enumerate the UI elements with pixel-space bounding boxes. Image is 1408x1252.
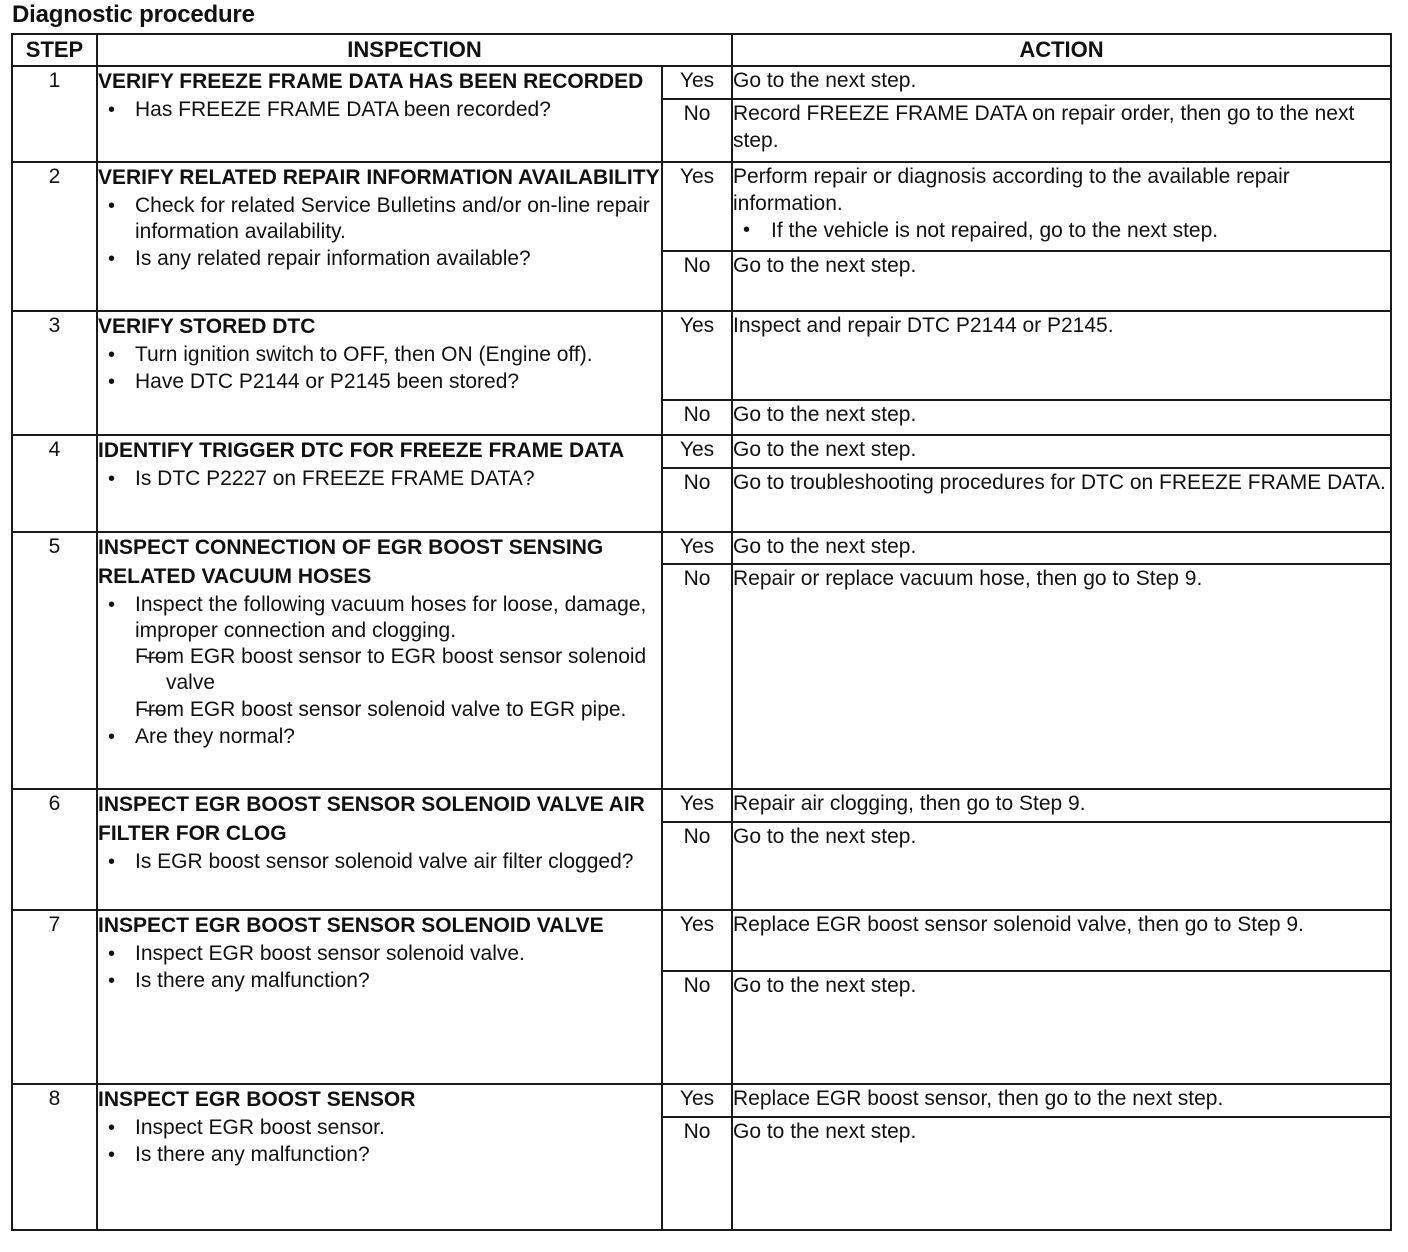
inspection-item-text: Is there any malfunction? xyxy=(135,969,370,992)
yes-action xyxy=(732,910,1391,971)
inspection-title: VERIFY STORED DTC xyxy=(98,315,316,338)
inspection-list xyxy=(98,97,661,123)
no-label: No xyxy=(662,971,732,1084)
inspection-list xyxy=(98,1115,661,1168)
inspection-title: INSPECT EGR BOOST SENSOR xyxy=(98,1088,416,1111)
no-action-text: Go to the next step. xyxy=(733,825,917,848)
inspection-list xyxy=(98,342,661,395)
yes-action xyxy=(732,435,1391,468)
inspection-title: INSPECT EGR BOOST SENSOR SOLENOID VALVE xyxy=(98,914,604,937)
yes-label: Yes xyxy=(662,789,732,822)
no-label: No xyxy=(662,822,732,910)
yes-action xyxy=(732,311,1391,400)
inspection-item xyxy=(98,849,661,875)
yes-label: Yes xyxy=(662,532,732,564)
header-step: STEP xyxy=(12,34,97,66)
inspection-title: VERIFY FREEZE FRAME DATA HAS BEEN RECORDED xyxy=(98,70,644,93)
inspection-list xyxy=(98,849,661,875)
no-action-text: Go to the next step. xyxy=(733,254,917,277)
inspection-list xyxy=(98,193,661,272)
inspection-title: IDENTIFY TRIGGER DTC FOR FREEZE FRAME DATA xyxy=(98,439,625,462)
inspection-item xyxy=(98,941,661,967)
step-row-6-yes xyxy=(12,789,1391,822)
inspection-cell xyxy=(97,1084,662,1230)
step-row-1-yes xyxy=(12,66,1391,99)
inspection-item-text: Are they normal? xyxy=(135,725,295,748)
step-number: 6 xyxy=(12,789,97,910)
yes-label: Yes xyxy=(662,435,732,468)
inspection-item-text: Is there any malfunction? xyxy=(135,1143,370,1166)
yes-action xyxy=(732,789,1391,822)
inspection-list xyxy=(98,941,661,994)
step-row-4-yes xyxy=(12,435,1391,468)
no-action-text: Go to troubleshooting procedures for DTC on FREEZE FRAME DATA. xyxy=(733,471,1386,494)
inspection-item-text: Turn ignition switch to OFF, then ON (Engine off). xyxy=(135,343,593,366)
page-title: Diagnostic procedure xyxy=(12,1,255,28)
step-number: 4 xyxy=(12,435,97,532)
yes-label: Yes xyxy=(662,1084,732,1117)
inspection-item-text: Is DTC P2227 on FREEZE FRAME DATA? xyxy=(135,467,535,490)
no-action xyxy=(732,1117,1391,1230)
step-row-7-yes xyxy=(12,910,1391,971)
inspection-item xyxy=(98,1115,661,1141)
inspection-item-text: Has FREEZE FRAME DATA been recorded? xyxy=(135,98,551,121)
yes-label: Yes xyxy=(662,66,732,99)
no-action-text: Record FREEZE FRAME DATA on repair order, then go to the next step. xyxy=(733,102,1355,152)
procedure-body xyxy=(12,66,1391,1230)
no-action-text: Go to the next step. xyxy=(733,974,917,997)
inspection-list xyxy=(98,466,661,492)
inspection-item-text: Is any related repair information available? xyxy=(135,247,531,270)
yes-action-text: Go to the next step. xyxy=(733,535,917,558)
inspection-item xyxy=(98,1142,661,1168)
step-number: 3 xyxy=(12,311,97,435)
inspection-item-text: Check for related Service Bulletins and/or on-line repair information availability. xyxy=(135,194,650,243)
inspection-item-text: Inspect EGR boost sensor solenoid valve. xyxy=(135,942,525,965)
inspection-cell xyxy=(97,162,662,311)
inspection-item xyxy=(98,592,661,723)
no-action xyxy=(732,251,1391,311)
diagnostic-procedure-table xyxy=(11,33,1392,1231)
no-action xyxy=(732,822,1391,910)
inspection-item-text: Is EGR boost sensor solenoid valve air filter clogged? xyxy=(135,850,634,873)
yes-action-text: Go to the next step. xyxy=(733,438,917,461)
no-label: No xyxy=(662,564,732,789)
yes-action-text: Go to the next step. xyxy=(733,69,917,92)
inspection-item-text: Have DTC P2144 or P2145 been stored? xyxy=(135,370,520,393)
header-row xyxy=(12,34,1391,66)
header-action: ACTION xyxy=(732,34,1391,66)
yes-action xyxy=(732,66,1391,99)
inspection-item xyxy=(98,193,661,245)
inspection-title: VERIFY RELATED REPAIR INFORMATION AVAILABILITY xyxy=(98,166,660,189)
inspection-cell xyxy=(97,910,662,1084)
inspection-item xyxy=(98,342,661,368)
no-label: No xyxy=(662,468,732,532)
no-label: No xyxy=(662,99,732,162)
no-action xyxy=(732,564,1391,789)
no-action-text: Repair or replace vacuum hose, then go to Step 9. xyxy=(733,567,1203,590)
yes-label: Yes xyxy=(662,311,732,400)
inspection-item xyxy=(98,968,661,994)
no-label: No xyxy=(662,400,732,435)
step-row-3-yes xyxy=(12,311,1391,400)
inspection-item xyxy=(98,246,661,272)
inspection-title: INSPECT CONNECTION OF EGR BOOST SENSING RELATED VACUUM HOSES xyxy=(98,536,604,588)
step-row-8-yes xyxy=(12,1084,1391,1117)
no-action xyxy=(732,468,1391,532)
yes-action-text: Replace EGR boost sensor solenoid valve, then go to Step 9. xyxy=(733,913,1304,936)
inspection-cell xyxy=(97,66,662,162)
yes-action xyxy=(732,532,1391,564)
no-label: No xyxy=(662,1117,732,1230)
inspection-item-text: Inspect EGR boost sensor. xyxy=(135,1116,385,1139)
inspection-item xyxy=(98,724,661,750)
step-number: 2 xyxy=(12,162,97,311)
inspection-item xyxy=(98,97,661,123)
inspection-item xyxy=(98,369,661,395)
inspection-title: INSPECT EGR BOOST SENSOR SOLENOID VALVE AIR FILTER FOR CLOG xyxy=(98,793,645,845)
no-action xyxy=(732,971,1391,1084)
no-action-text: Go to the next step. xyxy=(733,1120,917,1143)
inspection-cell xyxy=(97,789,662,910)
inspection-sublist xyxy=(135,644,661,723)
step-number: 8 xyxy=(12,1084,97,1230)
step-number: 7 xyxy=(12,910,97,1084)
yes-action-text: Replace EGR boost sensor, then go to the next step. xyxy=(733,1087,1224,1110)
inspection-item xyxy=(98,466,661,492)
yes-label: Yes xyxy=(662,162,732,251)
inspection-subitem: — From EGR boost sensor to EGR boost sensor solenoid valve xyxy=(135,644,661,696)
yes-action xyxy=(732,162,1391,251)
yes-action xyxy=(732,1084,1391,1117)
step-number: 5 xyxy=(12,532,97,789)
inspection-cell xyxy=(97,532,662,789)
inspection-list xyxy=(98,592,661,750)
step-row-5-yes xyxy=(12,532,1391,564)
no-action xyxy=(732,99,1391,162)
step-row-2-yes xyxy=(12,162,1391,251)
step-number: 1 xyxy=(12,66,97,162)
action-bullet-list xyxy=(733,217,1390,244)
action-bullet: • If the vehicle is not repaired, go to the next step. xyxy=(733,217,1390,244)
no-action xyxy=(732,400,1391,435)
yes-action-text: Perform repair or diagnosis according to the available repair information. xyxy=(733,165,1290,215)
inspection-cell xyxy=(97,311,662,435)
yes-label: Yes xyxy=(662,910,732,971)
yes-action-text: Repair air clogging, then go to Step 9. xyxy=(733,792,1086,815)
no-action-text: Go to the next step. xyxy=(733,403,917,426)
inspection-subitem: — From EGR boost sensor solenoid valve to EGR pipe. xyxy=(135,697,661,723)
inspection-item-text: Inspect the following vacuum hoses for loose, damage, improper connection and clogging. xyxy=(135,593,647,642)
yes-action-text: Inspect and repair DTC P2144 or P2145. xyxy=(733,314,1114,337)
inspection-cell xyxy=(97,435,662,532)
no-label: No xyxy=(662,251,732,311)
header-inspection: INSPECTION xyxy=(97,34,732,66)
